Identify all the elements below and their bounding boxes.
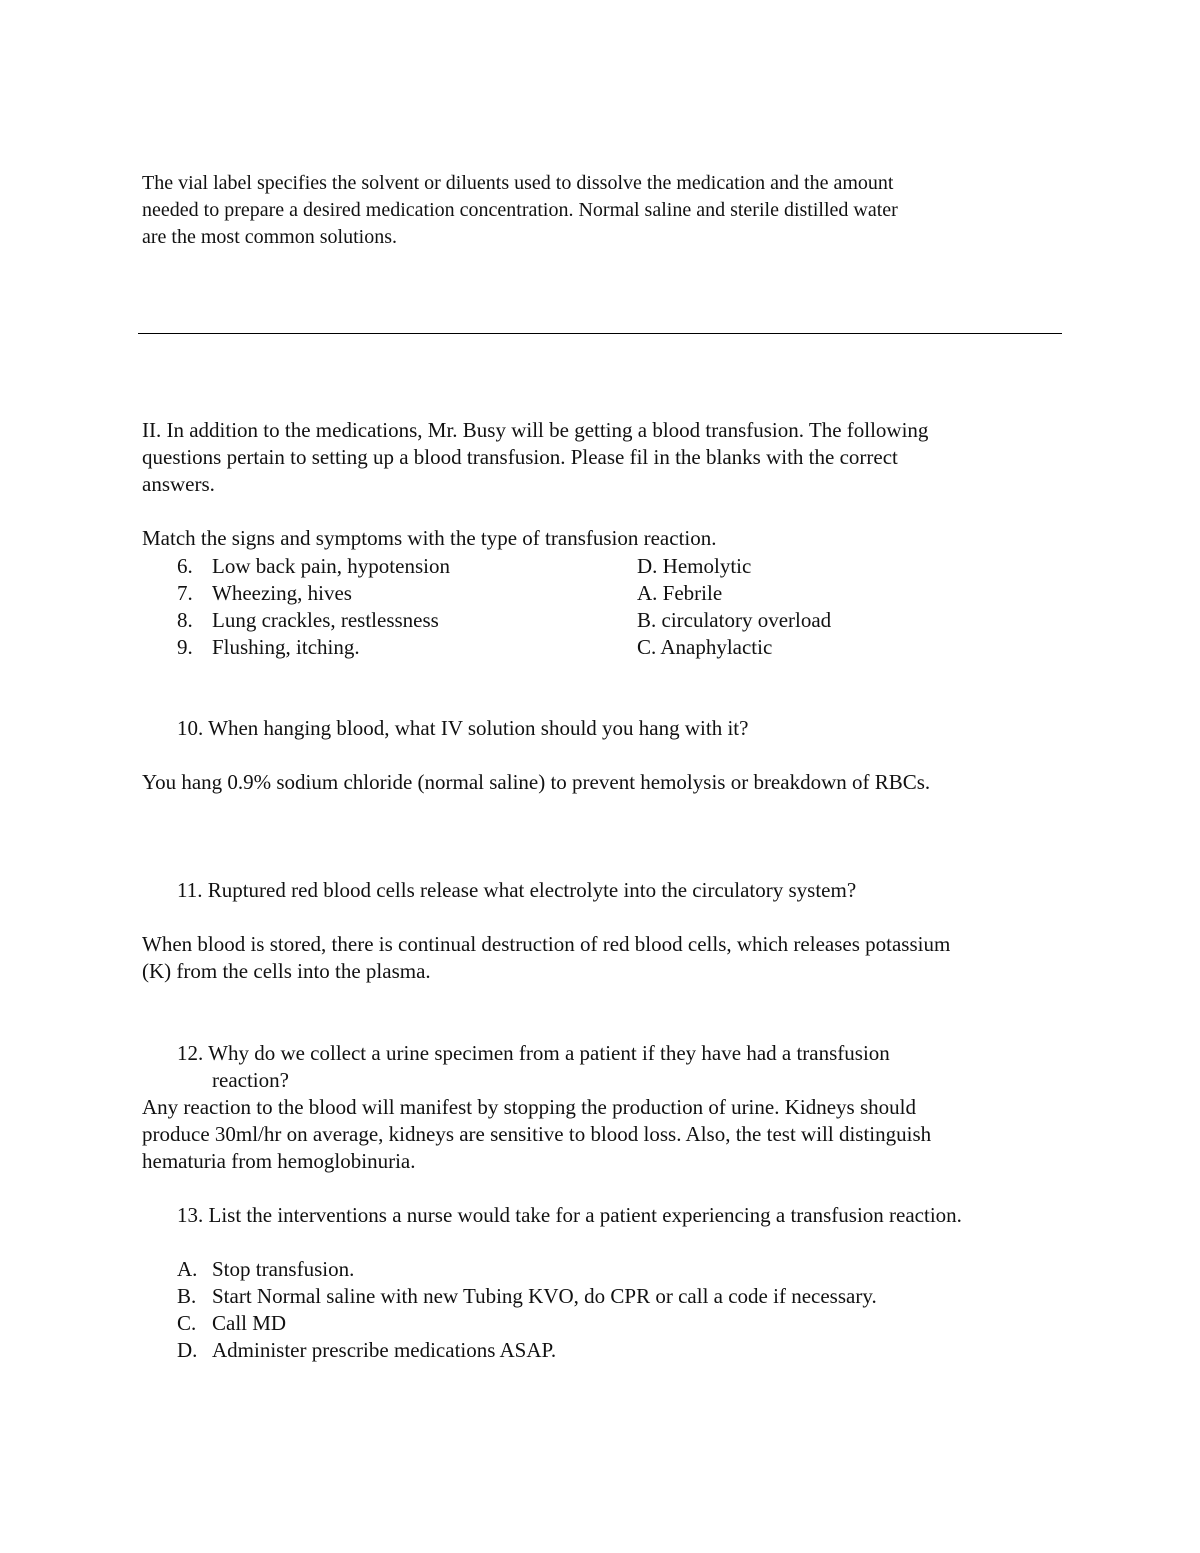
question-10: 10. When hanging blood, what IV solution should you hang with it? (177, 716, 749, 740)
matching-reaction-type: C. Anaphylactic (637, 635, 773, 659)
matching-number: 7. (177, 581, 193, 605)
intro-line: are the most common solutions. (142, 226, 397, 248)
answer-11-line: (K) from the cells into the plasma. (142, 959, 431, 983)
list-item-letter: D. (177, 1338, 198, 1362)
matching-number: 6. (177, 554, 193, 578)
section-2-line: questions pertain to setting up a blood transfusion. Please fil in the blanks with the correct (142, 445, 898, 469)
matching-instruction: Match the signs and symptoms with the type of transfusion reaction. (142, 526, 717, 550)
list-item-letter: C. (177, 1311, 197, 1335)
question-11: 11. Ruptured red blood cells release what electrolyte into the circulatory system? (177, 878, 857, 902)
matching-reaction-type: B. circulatory overload (637, 608, 832, 632)
matching-symptom: Wheezing, hives (212, 581, 352, 605)
question-13: 13. List the interventions a nurse would take for a patient experiencing a transfusion reaction. (177, 1203, 962, 1227)
answer-12-line: produce 30ml/hr on average, kidneys are sensitive to blood loss. Also, the test will distinguish (142, 1122, 932, 1146)
list-item-letter: A. (177, 1257, 198, 1281)
matching-reaction-type: A. Febrile (637, 581, 723, 605)
intro-paragraph (142, 170, 1072, 251)
list-item-text: Call MD (212, 1311, 287, 1335)
question-12: 12. Why do we collect a urine specimen from a patient if they have had a transfusion (177, 1041, 890, 1065)
matching-symptom: Lung crackles, restlessness (212, 608, 439, 632)
question-12-continued: reaction? (212, 1068, 289, 1092)
answer-12-line: Any reaction to the blood will manifest by stopping the production of urine. Kidneys should (142, 1095, 916, 1119)
list-item-letter: B. (177, 1284, 197, 1308)
answer-11-line: When blood is stored, there is continual destruction of red blood cells, which releases potassium (142, 932, 951, 956)
intro-line: needed to prepare a desired medication concentration. Normal saline and sterile distilled water (142, 199, 898, 221)
answer-10: You hang 0.9% sodium chloride (normal saline) to prevent hemolysis or breakdown of RBCs. (142, 770, 931, 794)
list-item-text: Start Normal saline with new Tubing KVO, do CPR or call a code if necessary. (212, 1284, 877, 1308)
answer-12-line: hematuria from hemoglobinuria. (142, 1149, 416, 1173)
answer-12 (142, 1094, 1082, 1175)
section-2-intro (142, 417, 1082, 498)
matching-symptom: Low back pain, hypotension (212, 554, 450, 578)
section-2-line: II. In addition to the medications, Mr. Busy will be getting a blood transfusion. The following (142, 418, 929, 442)
list-item-text: Stop transfusion. (212, 1257, 355, 1281)
matching-number: 8. (177, 608, 193, 632)
section-2-line: answers. (142, 472, 215, 496)
intro-line: The vial label specifies the solvent or diluents used to dissolve the medication and the amount (142, 172, 894, 194)
matching-number: 9. (177, 635, 193, 659)
answer-11 (142, 931, 1082, 985)
matching-reaction-type: D. Hemolytic (637, 554, 752, 578)
list-item-text: Administer prescribe medications ASAP. (212, 1338, 557, 1362)
horizontal-divider (138, 333, 1062, 334)
matching-symptom: Flushing, itching. (212, 635, 360, 659)
